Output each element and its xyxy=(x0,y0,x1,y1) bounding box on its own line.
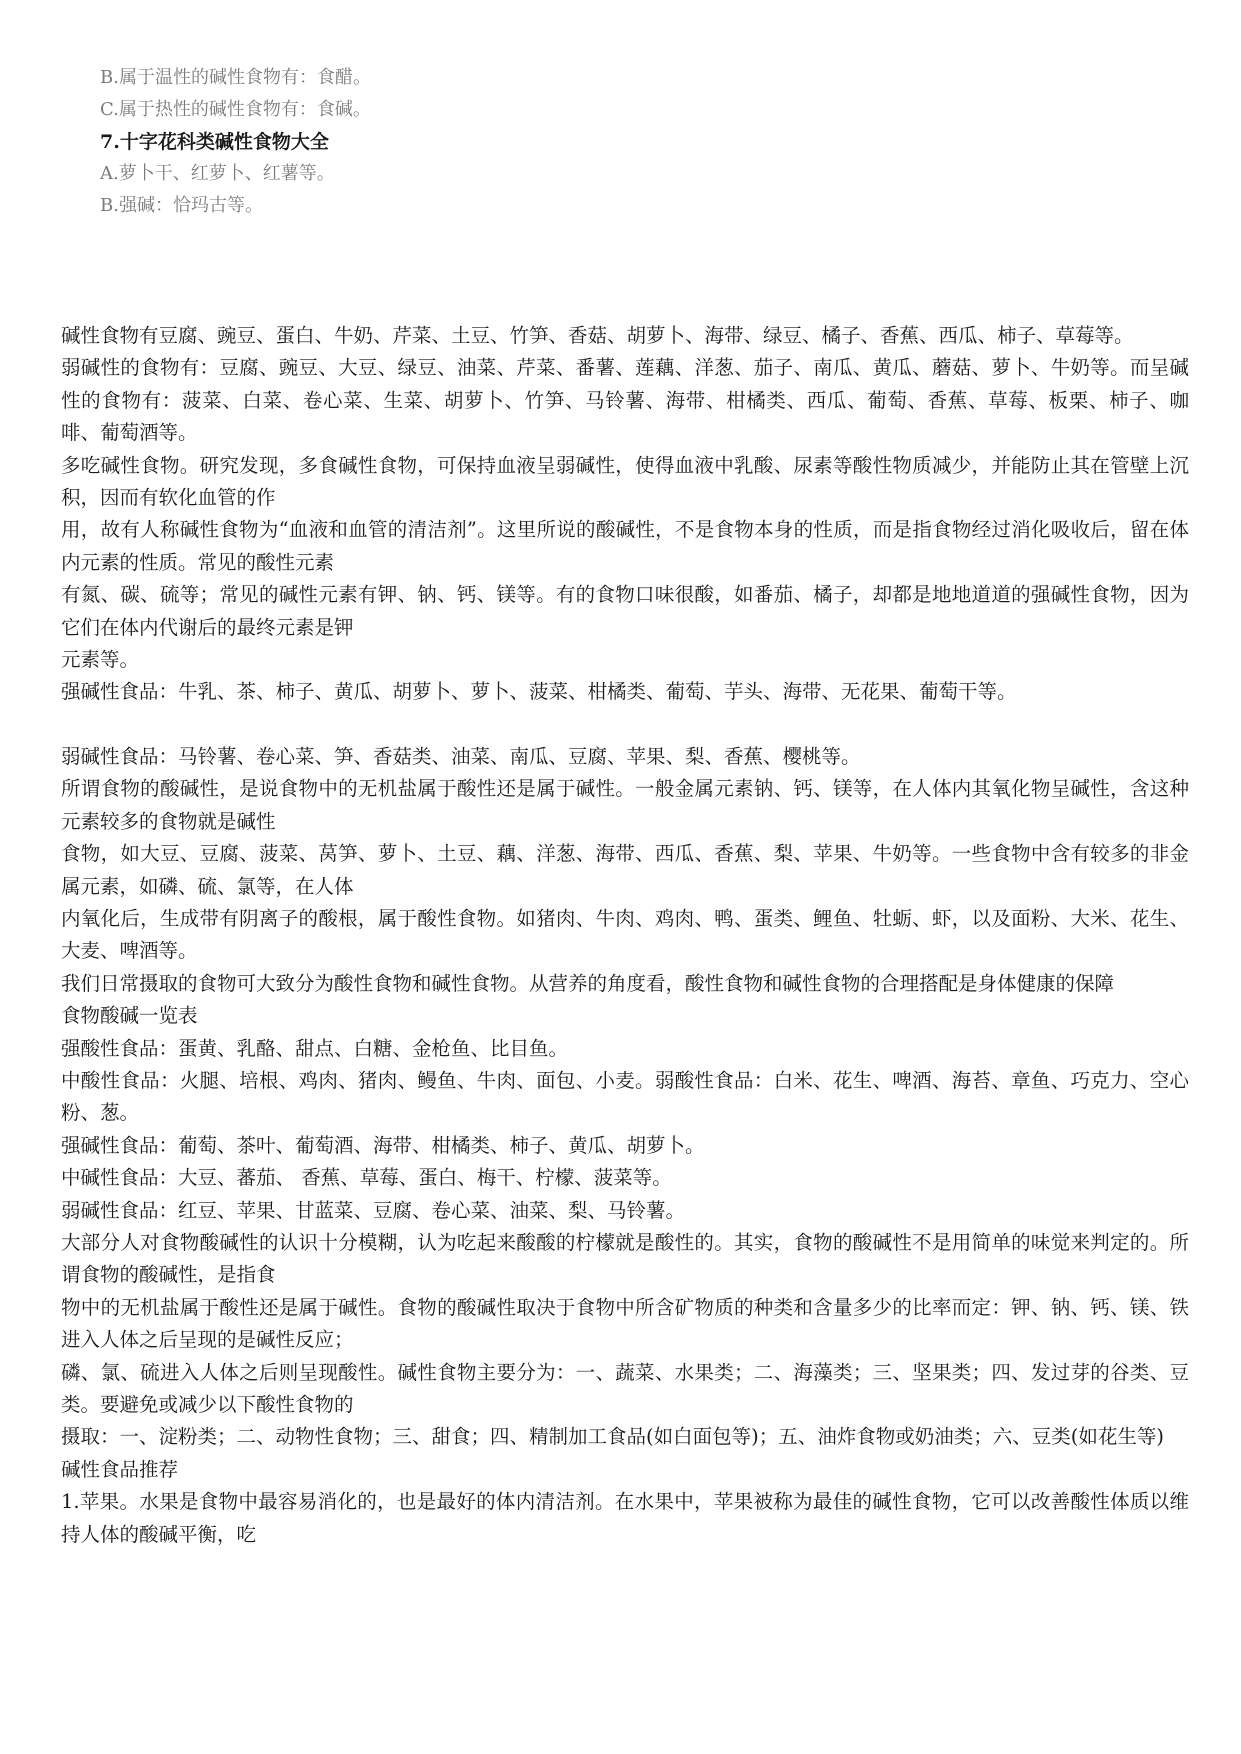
paragraph-recommend-title: 碱性食品推荐 xyxy=(61,1457,179,1481)
paragraph-examples: 食物，如大豆、豆腐、菠菜、莴笋、萝卜、土豆、藕、洋葱、海带、西瓜、香蕉、梨、苹果、牛奶等。一些食物中含有较多的非金属元素，如磷、硫、氯等，在人体 xyxy=(61,842,1189,898)
paragraph-daily-intake: 我们日常摄取的食物可大致分为酸性食物和碱性食物。从营养的角度看，酸性食物和碱性食物的合理搭配是身体健康的保障 xyxy=(61,971,1115,995)
paragraph-weak-alkaline-foods: 弱碱性食品：马铃薯、卷心菜、笋、香菇类、油菜、南瓜、豆腐、苹果、梨、香蕉、樱桃等。 xyxy=(61,744,861,768)
paragraph-definition: 所谓食物的酸碱性，是说食物中的无机盐属于酸性还是属于碱性。一般金属元素钠、钙、镁等，在人体内其氧化物呈碱性，含这种元素较多的食物就是碱性 xyxy=(61,777,1189,833)
paragraph-strong-acid: 强酸性食品：蛋黄、乳酪、甜点、白糖、金枪鱼、比目鱼。 xyxy=(61,1036,569,1060)
line-radish-list: A.萝卜干、红萝卜、红薯等。 xyxy=(100,163,335,184)
paragraph-categories: 磷、氯、硫进入人体之后则呈现酸性。碱性食物主要分为：一、蔬菜、水果类；二、海藻类；三、坚果类；四、发过芽的谷类、豆类。要避免或减少以下酸性食物的 xyxy=(61,1360,1189,1416)
paragraph-table-title: 食物酸碱一览表 xyxy=(61,1004,198,1028)
paragraph-elements-end: 元素等。 xyxy=(61,648,140,672)
paragraph-medium-acid: 中酸性食品：火腿、培根、鸡肉、猪肉、鳗鱼、牛肉、面包、小麦。弱酸性食品：白米、花生、啤酒、海苔、章鱼、巧克力、空心粉、葱。 xyxy=(61,1068,1189,1125)
paragraph-misconception: 大部分人对食物酸碱性的认识十分模糊，认为吃起来酸酸的柠檬就是酸性的。其实，食物的酸碱性不是用简单的味觉来判定的。所谓食物的酸碱性，是指食 xyxy=(61,1230,1189,1287)
paragraph-apple: 1.苹果。水果是食物中最容易消化的，也是最好的体内清洁剂。在水果中，苹果被称为最佳的碱性食物，它可以改善酸性体质以维持人体的酸碱平衡，吃 xyxy=(61,1490,1189,1546)
line-strong-alkaline: B.强碱：恰玛古等。 xyxy=(100,195,263,216)
body-text xyxy=(61,320,1189,1551)
paragraph-spacer xyxy=(61,709,1189,741)
paragraph-medium-alkaline: 中碱性食品：大豆、蕃茄、 香蕉、草莓、蛋白、梅干、柠檬、菠菜等。 xyxy=(61,1166,672,1190)
section-heading-cruciferous: 7.十字花科类碱性食物大全 xyxy=(100,131,329,153)
paragraph-minerals: 物中的无机盐属于酸性还是属于碱性。食物的酸碱性取决于食物中所含矿物质的种类和含量多少的比率而定：钾、钠、钙、镁、铁进入人体之后呈现的是碱性反应； xyxy=(61,1295,1189,1352)
paragraph-alkaline-foods: 碱性食物有豆腐、豌豆、蛋白、牛奶、芹菜、土豆、竹笋、香菇、胡萝卜、海带、绿豆、橘子、香蕉、西瓜、柿子、草莓等。 xyxy=(61,324,1134,347)
paragraph-weak-alkaline-list: 弱碱性食品：红豆、苹果、甘蓝菜、豆腐、卷心菜、油菜、梨、马铃薯。 xyxy=(61,1198,686,1222)
paragraph-elements: 有氮、碳、硫等；常见的碱性元素有钾、钠、钙、镁等。有的食物口味很酸，如番茄、橘子，却都是地地道道的强碱性食物，因为它们在体内代谢后的最终元素是钾 xyxy=(61,583,1189,639)
top-section xyxy=(100,62,1100,222)
paragraph-strong-alkaline: 强碱性食品：牛乳、茶、柿子、黄瓜、胡萝卜、萝卜、菠菜、柑橘类、葡萄、芋头、海带、无花果、葡萄干等。 xyxy=(61,680,1017,704)
line-warm-alkaline: B.属于温性的碱性食物有：食醋。 xyxy=(100,67,371,88)
paragraph-eat-more: 多吃碱性食物。研究发现，多食碱性食物，可保持血液呈弱碱性，使得血液中乳酸、尿素等酸性物质减少，并能防止其在管壁上沉积，因而有软化血管的作 xyxy=(61,453,1189,510)
paragraph-weak-alkaline: 弱碱性的食物有：豆腐、豌豆、大豆、绿豆、油菜、芹菜、番薯、莲藕、洋葱、茄子、南瓜、黄瓜、蘑菇、萝卜、牛奶等。而呈碱性的食物有：菠菜、白菜、卷心菜、生菜、胡萝卜、竹笋、马铃薯、海带、柑橘类、西瓜、葡萄、香蕉、草莓、板栗、柿子、咖啡、葡萄酒等。 xyxy=(61,356,1189,445)
paragraph-strong-alkaline-list: 强碱性食品：葡萄、茶叶、葡萄酒、海带、柑橘类、柿子、黄瓜、胡萝卜。 xyxy=(61,1133,705,1157)
paragraph-cleanser: 用，故有人称碱性食物为“血液和血管的清洁剂”。这里所说的酸碱性，不是食物本身的性质，而是指食物经过消化吸收后，留在体内元素的性质。常见的酸性元素 xyxy=(61,518,1189,574)
paragraph-avoid: 摄取：一、淀粉类；二、动物性食物；三、甜食；四、精制加工食品(如白面包等)；五、油炸食物或奶油类；六、豆类(如花生等) xyxy=(61,1425,1164,1449)
line-hot-alkaline: C.属于热性的碱性食物有：食碱。 xyxy=(100,99,371,120)
paragraph-acidic-foods: 内氧化后，生成带有阴离子的酸根，属于酸性食物。如猪肉、牛肉、鸡肉、鸭、蛋类、鲤鱼、牡蛎、虾，以及面粉、大米、花生、大麦、啤酒等。 xyxy=(61,906,1189,963)
